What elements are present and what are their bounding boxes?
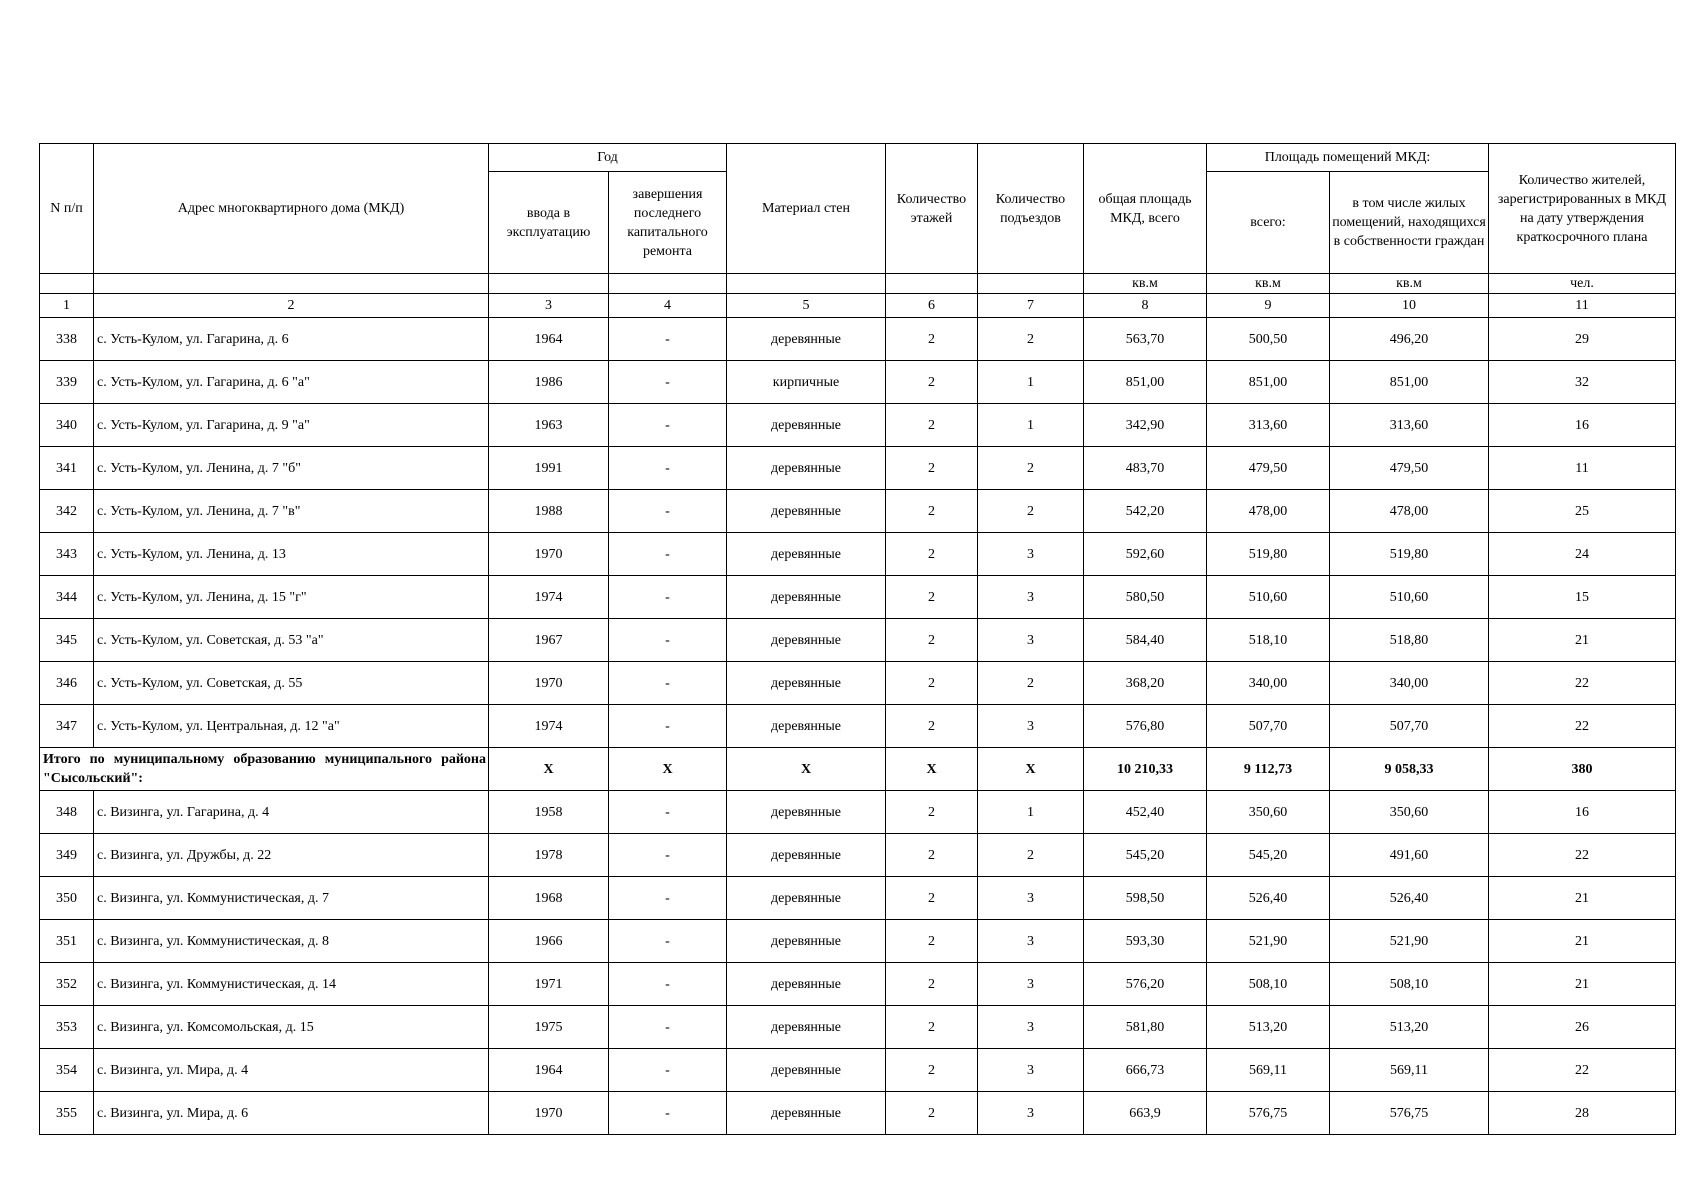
residential-area-cell: 510,60	[1330, 576, 1489, 619]
address-cell: с. Усть-Кулом, ул. Ленина, д. 13	[94, 533, 489, 576]
header-year: Год	[489, 144, 727, 172]
total-area-cell: 545,20	[1084, 834, 1207, 877]
residents-cell: 32	[1489, 361, 1676, 404]
unit-cell	[727, 274, 886, 294]
address-cell: с. Визинга, ул. Дружбы, д. 22	[94, 834, 489, 877]
residents-cell: 28	[1489, 1092, 1676, 1135]
address-cell: с. Усть-Кулом, ул. Центральная, д. 12 "а"	[94, 705, 489, 748]
residential-area-cell: 478,00	[1330, 490, 1489, 533]
column-number: 1	[40, 294, 94, 318]
premises-area-cell: 521,90	[1207, 920, 1330, 963]
wall-material-cell: деревянные	[727, 533, 886, 576]
row-number: 339	[40, 361, 94, 404]
table-row	[40, 490, 1676, 533]
total-area-cell: 584,40	[1084, 619, 1207, 662]
header-floors: Количество этажей	[886, 144, 978, 274]
total-label: Итого по муниципальному образованию муниципального района "Сысольский":	[40, 748, 489, 791]
entrances-cell: 3	[978, 963, 1084, 1006]
floors-cell: 2	[886, 920, 978, 963]
unit-cell	[886, 274, 978, 294]
year-repair-cell: -	[609, 920, 727, 963]
total-area-cell: 452,40	[1084, 791, 1207, 834]
total-area-cell: 663,9	[1084, 1092, 1207, 1135]
entrances-cell: 1	[978, 361, 1084, 404]
year-repair-cell: -	[609, 705, 727, 748]
year-repair-cell: -	[609, 533, 727, 576]
row-number: 351	[40, 920, 94, 963]
residents-cell: 15	[1489, 576, 1676, 619]
total-area-cell: 483,70	[1084, 447, 1207, 490]
year-repair-cell: -	[609, 619, 727, 662]
residential-area-cell: 313,60	[1330, 404, 1489, 447]
premises-area-cell: 851,00	[1207, 361, 1330, 404]
address-cell: с. Усть-Кулом, ул. Ленина, д. 15 "г"	[94, 576, 489, 619]
year-commission-cell: 1964	[489, 1049, 609, 1092]
residential-area-cell: 518,80	[1330, 619, 1489, 662]
year-commission-cell: 1991	[489, 447, 609, 490]
wall-material-cell: деревянные	[727, 791, 886, 834]
total-area: 10 210,33	[1084, 748, 1207, 791]
address-cell: с. Визинга, ул. Комсомольская, д. 15	[94, 1006, 489, 1049]
year-repair-cell: -	[609, 834, 727, 877]
column-number-row	[40, 294, 1676, 318]
floors-cell: 2	[886, 877, 978, 920]
year-commission-cell: 1974	[489, 576, 609, 619]
entrances-cell: 3	[978, 1049, 1084, 1092]
premises-area-cell: 510,60	[1207, 576, 1330, 619]
header-total-area: общая площадь МКД, всего	[1084, 144, 1207, 274]
year-repair-cell: -	[609, 791, 727, 834]
wall-material-cell: деревянные	[727, 576, 886, 619]
table-row	[40, 318, 1676, 361]
row-number: 353	[40, 1006, 94, 1049]
year-commission-cell: 1970	[489, 662, 609, 705]
entrances-cell: 3	[978, 619, 1084, 662]
floors-cell: 2	[886, 1049, 978, 1092]
total-area-cell: 368,20	[1084, 662, 1207, 705]
total-area-cell: 342,90	[1084, 404, 1207, 447]
column-number: 7	[978, 294, 1084, 318]
year-repair-cell: -	[609, 404, 727, 447]
row-number: 338	[40, 318, 94, 361]
table-row	[40, 963, 1676, 1006]
table-row	[40, 361, 1676, 404]
table-row	[40, 920, 1676, 963]
year-commission-cell: 1970	[489, 533, 609, 576]
address-cell: с. Визинга, ул. Коммунистическая, д. 8	[94, 920, 489, 963]
table-row	[40, 404, 1676, 447]
total-residential-area: 9 058,33	[1330, 748, 1489, 791]
wall-material-cell: деревянные	[727, 834, 886, 877]
residential-area-cell: 526,40	[1330, 877, 1489, 920]
unit-area: кв.м	[1330, 274, 1489, 294]
residential-area-cell: 479,50	[1330, 447, 1489, 490]
wall-material-cell: деревянные	[727, 404, 886, 447]
row-number: 341	[40, 447, 94, 490]
year-repair-cell: -	[609, 447, 727, 490]
year-commission-cell: 1963	[489, 404, 609, 447]
year-commission-cell: 1970	[489, 1092, 609, 1135]
unit-cell	[978, 274, 1084, 294]
residents-cell: 22	[1489, 1049, 1676, 1092]
row-number: 350	[40, 877, 94, 920]
year-commission-cell: 1966	[489, 920, 609, 963]
floors-cell: 2	[886, 361, 978, 404]
column-number: 6	[886, 294, 978, 318]
premises-area-cell: 500,50	[1207, 318, 1330, 361]
row-number: 343	[40, 533, 94, 576]
year-repair-cell: -	[609, 490, 727, 533]
entrances-cell: 3	[978, 920, 1084, 963]
column-number: 5	[727, 294, 886, 318]
year-repair-cell: -	[609, 963, 727, 1006]
entrances-cell: 2	[978, 447, 1084, 490]
total-residents: 380	[1489, 748, 1676, 791]
entrances-cell: 3	[978, 705, 1084, 748]
year-repair-cell: -	[609, 1092, 727, 1135]
address-cell: с. Визинга, ул. Коммунистическая, д. 7	[94, 877, 489, 920]
address-cell: с. Визинга, ул. Мира, д. 6	[94, 1092, 489, 1135]
row-number: 352	[40, 963, 94, 1006]
total-area-cell: 580,50	[1084, 576, 1207, 619]
total-area-cell: 666,73	[1084, 1049, 1207, 1092]
residents-cell: 22	[1489, 705, 1676, 748]
total-cell: X	[978, 748, 1084, 791]
entrances-cell: 2	[978, 662, 1084, 705]
residents-cell: 22	[1489, 662, 1676, 705]
year-commission-cell: 1958	[489, 791, 609, 834]
entrances-cell: 1	[978, 791, 1084, 834]
entrances-cell: 2	[978, 318, 1084, 361]
residential-area-cell: 350,60	[1330, 791, 1489, 834]
total-area-cell: 563,70	[1084, 318, 1207, 361]
table-row	[40, 1049, 1676, 1092]
year-commission-cell: 1964	[489, 318, 609, 361]
residents-cell: 25	[1489, 490, 1676, 533]
unit-cell	[94, 274, 489, 294]
floors-cell: 2	[886, 791, 978, 834]
residents-cell: 16	[1489, 791, 1676, 834]
row-number: 342	[40, 490, 94, 533]
residential-area-cell: 491,60	[1330, 834, 1489, 877]
year-repair-cell: -	[609, 1049, 727, 1092]
total-cell: X	[727, 748, 886, 791]
header-premises-total: всего:	[1207, 172, 1330, 274]
residential-area-cell: 569,11	[1330, 1049, 1489, 1092]
total-area-cell: 592,60	[1084, 533, 1207, 576]
column-number: 3	[489, 294, 609, 318]
entrances-cell: 3	[978, 1092, 1084, 1135]
premises-area-cell: 313,60	[1207, 404, 1330, 447]
table-body-vizinga	[40, 791, 1676, 1135]
header-year-commission: ввода в эксплуатацию	[489, 172, 609, 274]
table-row	[40, 576, 1676, 619]
year-repair-cell: -	[609, 318, 727, 361]
premises-area-cell: 569,11	[1207, 1049, 1330, 1092]
residential-area-cell: 521,90	[1330, 920, 1489, 963]
header-address: Адрес многоквартирного дома (МКД)	[94, 144, 489, 274]
residents-cell: 21	[1489, 920, 1676, 963]
residents-cell: 22	[1489, 834, 1676, 877]
wall-material-cell: деревянные	[727, 1049, 886, 1092]
unit-area: кв.м	[1207, 274, 1330, 294]
column-number: 4	[609, 294, 727, 318]
address-cell: с. Усть-Кулом, ул. Ленина, д. 7 "б"	[94, 447, 489, 490]
total-premises-area: 9 112,73	[1207, 748, 1330, 791]
row-number: 349	[40, 834, 94, 877]
total-cell: X	[609, 748, 727, 791]
premises-area-cell: 478,00	[1207, 490, 1330, 533]
header-year-repair: завершения последнего капитального ремонта	[609, 172, 727, 274]
year-repair-cell: -	[609, 877, 727, 920]
table-row	[40, 791, 1676, 834]
entrances-cell: 2	[978, 834, 1084, 877]
address-cell: с. Визинга, ул. Коммунистическая, д. 14	[94, 963, 489, 1006]
total-area-cell: 851,00	[1084, 361, 1207, 404]
residents-cell: 29	[1489, 318, 1676, 361]
floors-cell: 2	[886, 705, 978, 748]
address-cell: с. Визинга, ул. Мира, д. 4	[94, 1049, 489, 1092]
row-number: 347	[40, 705, 94, 748]
floors-cell: 2	[886, 404, 978, 447]
row-number: 345	[40, 619, 94, 662]
premises-area-cell: 350,60	[1207, 791, 1330, 834]
address-cell: с. Усть-Кулом, ул. Гагарина, д. 6 "а"	[94, 361, 489, 404]
wall-material-cell: деревянные	[727, 318, 886, 361]
residents-cell: 21	[1489, 877, 1676, 920]
total-area-cell: 576,20	[1084, 963, 1207, 1006]
year-commission-cell: 1986	[489, 361, 609, 404]
year-commission-cell: 1975	[489, 1006, 609, 1049]
residents-cell: 11	[1489, 447, 1676, 490]
year-repair-cell: -	[609, 1006, 727, 1049]
row-number: 354	[40, 1049, 94, 1092]
header-premises-area: Площадь помещений МКД:	[1207, 144, 1489, 172]
wall-material-cell: деревянные	[727, 1092, 886, 1135]
year-commission-cell: 1968	[489, 877, 609, 920]
wall-material-cell: деревянные	[727, 705, 886, 748]
total-row	[40, 748, 1676, 791]
table-row	[40, 533, 1676, 576]
entrances-cell: 1	[978, 404, 1084, 447]
table-row	[40, 662, 1676, 705]
wall-material-cell: деревянные	[727, 490, 886, 533]
address-cell: с. Визинга, ул. Гагарина, д. 4	[94, 791, 489, 834]
unit-cell	[40, 274, 94, 294]
premises-area-cell: 576,75	[1207, 1092, 1330, 1135]
wall-material-cell: кирпичные	[727, 361, 886, 404]
year-repair-cell: -	[609, 576, 727, 619]
table-row	[40, 834, 1676, 877]
residents-cell: 26	[1489, 1006, 1676, 1049]
entrances-cell: 3	[978, 877, 1084, 920]
floors-cell: 2	[886, 1092, 978, 1135]
address-cell: с. Усть-Кулом, ул. Советская, д. 53 "а"	[94, 619, 489, 662]
residential-area-cell: 340,00	[1330, 662, 1489, 705]
year-repair-cell: -	[609, 361, 727, 404]
wall-material-cell: деревянные	[727, 619, 886, 662]
row-number: 346	[40, 662, 94, 705]
table-row	[40, 705, 1676, 748]
wall-material-cell: деревянные	[727, 662, 886, 705]
residential-area-cell: 508,10	[1330, 963, 1489, 1006]
floors-cell: 2	[886, 318, 978, 361]
wall-material-cell: деревянные	[727, 877, 886, 920]
residents-cell: 16	[1489, 404, 1676, 447]
header-entrances: Количество подъездов	[978, 144, 1084, 274]
entrances-cell: 3	[978, 1006, 1084, 1049]
address-cell: с. Усть-Кулом, ул. Советская, д. 55	[94, 662, 489, 705]
header-premises-residential: в том числе жилых помещений, находящихся в собственности граждан	[1330, 172, 1489, 274]
residential-area-cell: 851,00	[1330, 361, 1489, 404]
address-cell: с. Усть-Кулом, ул. Гагарина, д. 6	[94, 318, 489, 361]
total-cell: X	[886, 748, 978, 791]
year-commission-cell: 1988	[489, 490, 609, 533]
wall-material-cell: деревянные	[727, 447, 886, 490]
residential-area-cell: 519,80	[1330, 533, 1489, 576]
premises-area-cell: 545,20	[1207, 834, 1330, 877]
premises-area-cell: 513,20	[1207, 1006, 1330, 1049]
total-cell: X	[489, 748, 609, 791]
premises-area-cell: 518,10	[1207, 619, 1330, 662]
column-number: 9	[1207, 294, 1330, 318]
floors-cell: 2	[886, 490, 978, 533]
entrances-cell: 3	[978, 576, 1084, 619]
residential-area-cell: 496,20	[1330, 318, 1489, 361]
header-wall-material: Материал стен	[727, 144, 886, 274]
column-number: 8	[1084, 294, 1207, 318]
residential-area-cell: 576,75	[1330, 1092, 1489, 1135]
wall-material-cell: деревянные	[727, 920, 886, 963]
table-row	[40, 619, 1676, 662]
floors-cell: 2	[886, 576, 978, 619]
total-area-cell: 576,80	[1084, 705, 1207, 748]
table-row	[40, 877, 1676, 920]
floors-cell: 2	[886, 834, 978, 877]
entrances-cell: 2	[978, 490, 1084, 533]
column-number: 11	[1489, 294, 1676, 318]
residents-cell: 21	[1489, 619, 1676, 662]
table-body-ust-kulom	[40, 318, 1676, 748]
row-number: 344	[40, 576, 94, 619]
year-commission-cell: 1971	[489, 963, 609, 1006]
unit-area: кв.м	[1084, 274, 1207, 294]
unit-cell	[489, 274, 609, 294]
premises-area-cell: 519,80	[1207, 533, 1330, 576]
table-row	[40, 1006, 1676, 1049]
row-number: 355	[40, 1092, 94, 1135]
floors-cell: 2	[886, 662, 978, 705]
year-commission-cell: 1974	[489, 705, 609, 748]
wall-material-cell: деревянные	[727, 1006, 886, 1049]
unit-cell	[609, 274, 727, 294]
residential-area-cell: 513,20	[1330, 1006, 1489, 1049]
housing-register-table	[39, 143, 1676, 1135]
premises-area-cell: 507,70	[1207, 705, 1330, 748]
floors-cell: 2	[886, 1006, 978, 1049]
row-number: 348	[40, 791, 94, 834]
column-number: 10	[1330, 294, 1489, 318]
wall-material-cell: деревянные	[727, 963, 886, 1006]
residents-cell: 24	[1489, 533, 1676, 576]
floors-cell: 2	[886, 447, 978, 490]
residents-cell: 21	[1489, 963, 1676, 1006]
year-commission-cell: 1967	[489, 619, 609, 662]
entrances-cell: 3	[978, 533, 1084, 576]
total-area-cell: 593,30	[1084, 920, 1207, 963]
total-area-cell: 581,80	[1084, 1006, 1207, 1049]
premises-area-cell: 340,00	[1207, 662, 1330, 705]
floors-cell: 2	[886, 963, 978, 1006]
table-row	[40, 1092, 1676, 1135]
year-commission-cell: 1978	[489, 834, 609, 877]
residential-area-cell: 507,70	[1330, 705, 1489, 748]
unit-people: чел.	[1489, 274, 1676, 294]
floors-cell: 2	[886, 619, 978, 662]
total-area-cell: 542,20	[1084, 490, 1207, 533]
address-cell: с. Усть-Кулом, ул. Ленина, д. 7 "в"	[94, 490, 489, 533]
premises-area-cell: 479,50	[1207, 447, 1330, 490]
column-number: 2	[94, 294, 489, 318]
table-row	[40, 447, 1676, 490]
year-repair-cell: -	[609, 662, 727, 705]
premises-area-cell: 508,10	[1207, 963, 1330, 1006]
premises-area-cell: 526,40	[1207, 877, 1330, 920]
total-area-cell: 598,50	[1084, 877, 1207, 920]
header-residents: Количество жителей, зарегистрированных в МКД на дату утверждения краткосрочного плана	[1489, 144, 1676, 274]
address-cell: с. Усть-Кулом, ул. Гагарина, д. 9 "а"	[94, 404, 489, 447]
floors-cell: 2	[886, 533, 978, 576]
header-num: N п/п	[40, 144, 94, 274]
row-number: 340	[40, 404, 94, 447]
